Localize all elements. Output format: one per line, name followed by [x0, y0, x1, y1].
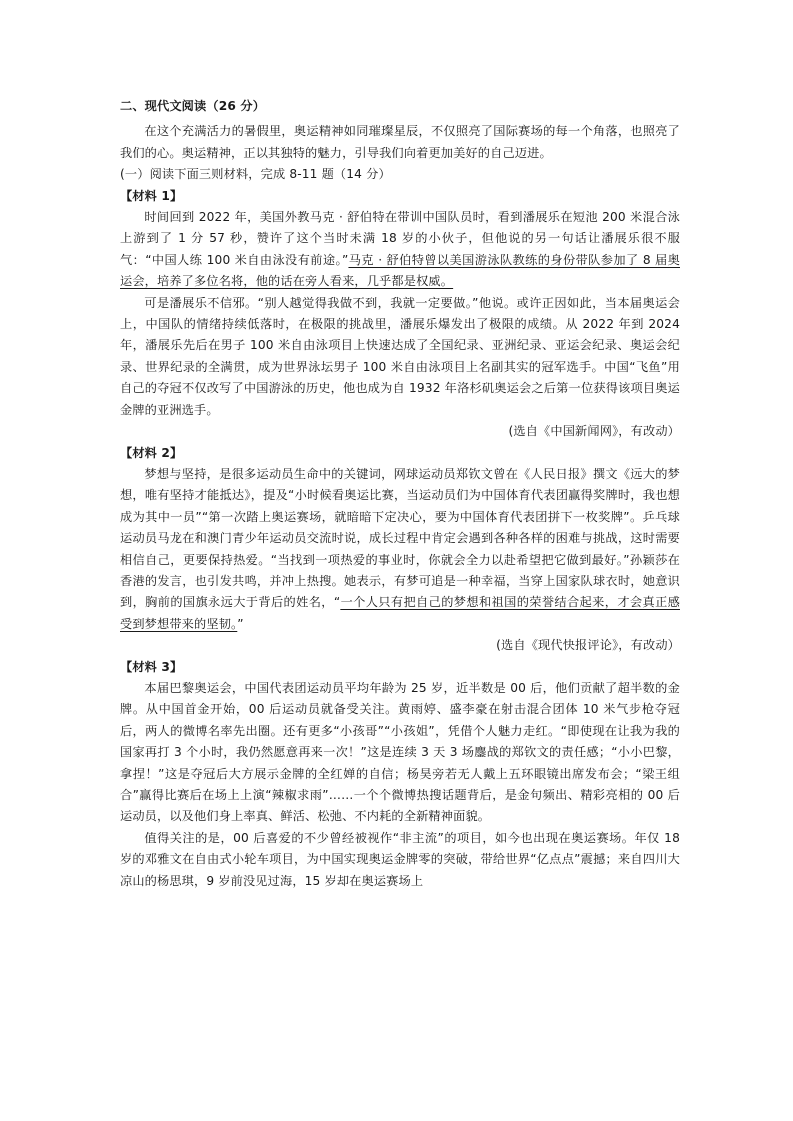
material-1-p1-text: 时间回到 2022 年，美国外教马克 · 舒伯特在带训中国队员时，看到潘展乐在短池 200 米混合泳上游到了 1 分 57 秒，赞许了这个当时未满 18 岁的小伙子，但他说的另一句话让潘展乐很不服气：“中国人练 100 米自由泳没有前途。”: [120, 210, 680, 267]
material-2-p1-text: 梦想与坚持，是很多运动员生命中的关键词，网球运动员郑钦文曾在《人民日报》撰文《远大的梦想，唯有坚持才能抵达》，提及“小时候看奥运比赛，当运动员们为中国体育代表团赢得奖牌时，我也想成为其中一员”“第一次踏上奥运赛场，就暗暗下定决心，要为中国体育代表团拼下一枚奖牌”。乒乓球运动员马龙在和澳门青少年运动员交流时说，成长过程中肯定会遇到各种各样的困难与挑战，这时需要相信自己，更要保持热爱。“当找到一项热爱的事业时，你就会全力以赴希望把它做到最好。”孙颖莎在香港的发言，也引发共鸣，并冲上热搜。她表示，有梦可追是一种幸福，当穿上国家队球衣时，她意识到，胸前的国旗永远大于背后的姓名，“: [120, 466, 680, 610]
intro-paragraph: 在这个充满活力的暑假里，奥运精神如同璀璨星辰，不仅照亮了国际赛场的每一个角落，也照亮了我们的心。奥运精神，正以其独特的魅力，引导我们向着更加美好的自己迈进。: [120, 124, 680, 160]
material-1-title: 【材料 1】: [120, 188, 183, 203]
instruction-line: (一）阅读下面三则材料，完成 8-11 题（14 分）: [120, 167, 391, 182]
material-1-paragraph-2: 可是潘展乐不信邪。“别人越觉得我做不到，我就一定要做。”他说。或许正因如此，当本届奥运会上，中国队的情绪持续低落时，在极限的挑战里，潘展乐爆发出了极限的成绩。从 2022 年到 2024 年，潘展乐先后在男子 100 米自由泳项目上快速达成了全国纪录、亚洲纪录、亚运会纪录、奥运会纪录、世界纪录的全满贯，成为世界泳坛男子 100 米自由泳项目上名副其实的冠军选手。中国“飞鱼”用自己的夺冠不仅改写了中国游泳的历史，他也成为自 1932 年洛杉矶奥运会之后第一位获得该项目奥运金牌的亚洲选手。: [120, 295, 680, 417]
material-3-paragraph-1: 本届巴黎奥运会，中国代表团运动员平均年龄为 25 岁，近半数是 00 后，他们贡献了超半数的金牌。从中国首金开始，00 后运动员就备受关注。黄雨婷、盛李豪在射击混合团体 10 米气步枪夺冠后，两人的微博名率先出圈。还有更多“小孩哥”“小孩姐”，凭借个人魅力走红。“即使现在让我为我的国家再打 3 个小时，我仍然愿意再来一次！”这是连续 3 天 3 场鏖战的郑钦文的责任感；“小小巴黎，拿捏！”这是夺冠后大方展示金牌的全红婵的自信；杨昊旁若无人戴上五环眼镜出席发布会；“梁王组合”赢得比赛后在场上上演“辣椒求雨”……一个个微博热搜话题背后，是金句频出、精彩亮相的 00 后运动员，以及他们身上率真、鲜活、松弛、不内耗的全新精神面貌。: [120, 680, 680, 824]
material-2-closing-quote: ”: [237, 616, 244, 631]
material-1-paragraph-1: [120, 207, 680, 293]
material-2-paragraph-1: [120, 464, 680, 635]
material-3-title: 【材料 3】: [120, 659, 183, 674]
material-2-underlined-sentence: 一个人只有把自己的梦想和祖国的荣誉结合起来，才会真正感受到梦想带来的坚韧。: [120, 595, 680, 631]
document-page: [120, 96, 680, 892]
material-1-source: (选自《中国新闻网》，有改动）: [508, 424, 680, 439]
material-2-title: 【材料 2】: [120, 445, 183, 460]
material-3-paragraph-2: 值得关注的是，00 后喜爱的不少曾经被视作“非主流”的项目，如今也出现在奥运赛场。年仅 18 岁的邓雅文在自由式小轮车项目，为中国实现奥运金牌零的突破，带给世界“亿点点”震撼；来自四川大凉山的杨思琪，9 岁前没见过海，15 岁却在奥运赛场上: [120, 830, 680, 888]
section-title: 二、现代文阅读（26 分）: [120, 99, 266, 113]
material-2-source: (选自《现代快报评论》，有改动）: [496, 638, 680, 653]
material-1-underlined-sentence: 马克 · 舒伯特曾以美国游泳队教练的身份带队参加了 8 届奥运会，培养了多位名将，他的话在旁人看来，几乎都是权威。: [120, 252, 680, 289]
